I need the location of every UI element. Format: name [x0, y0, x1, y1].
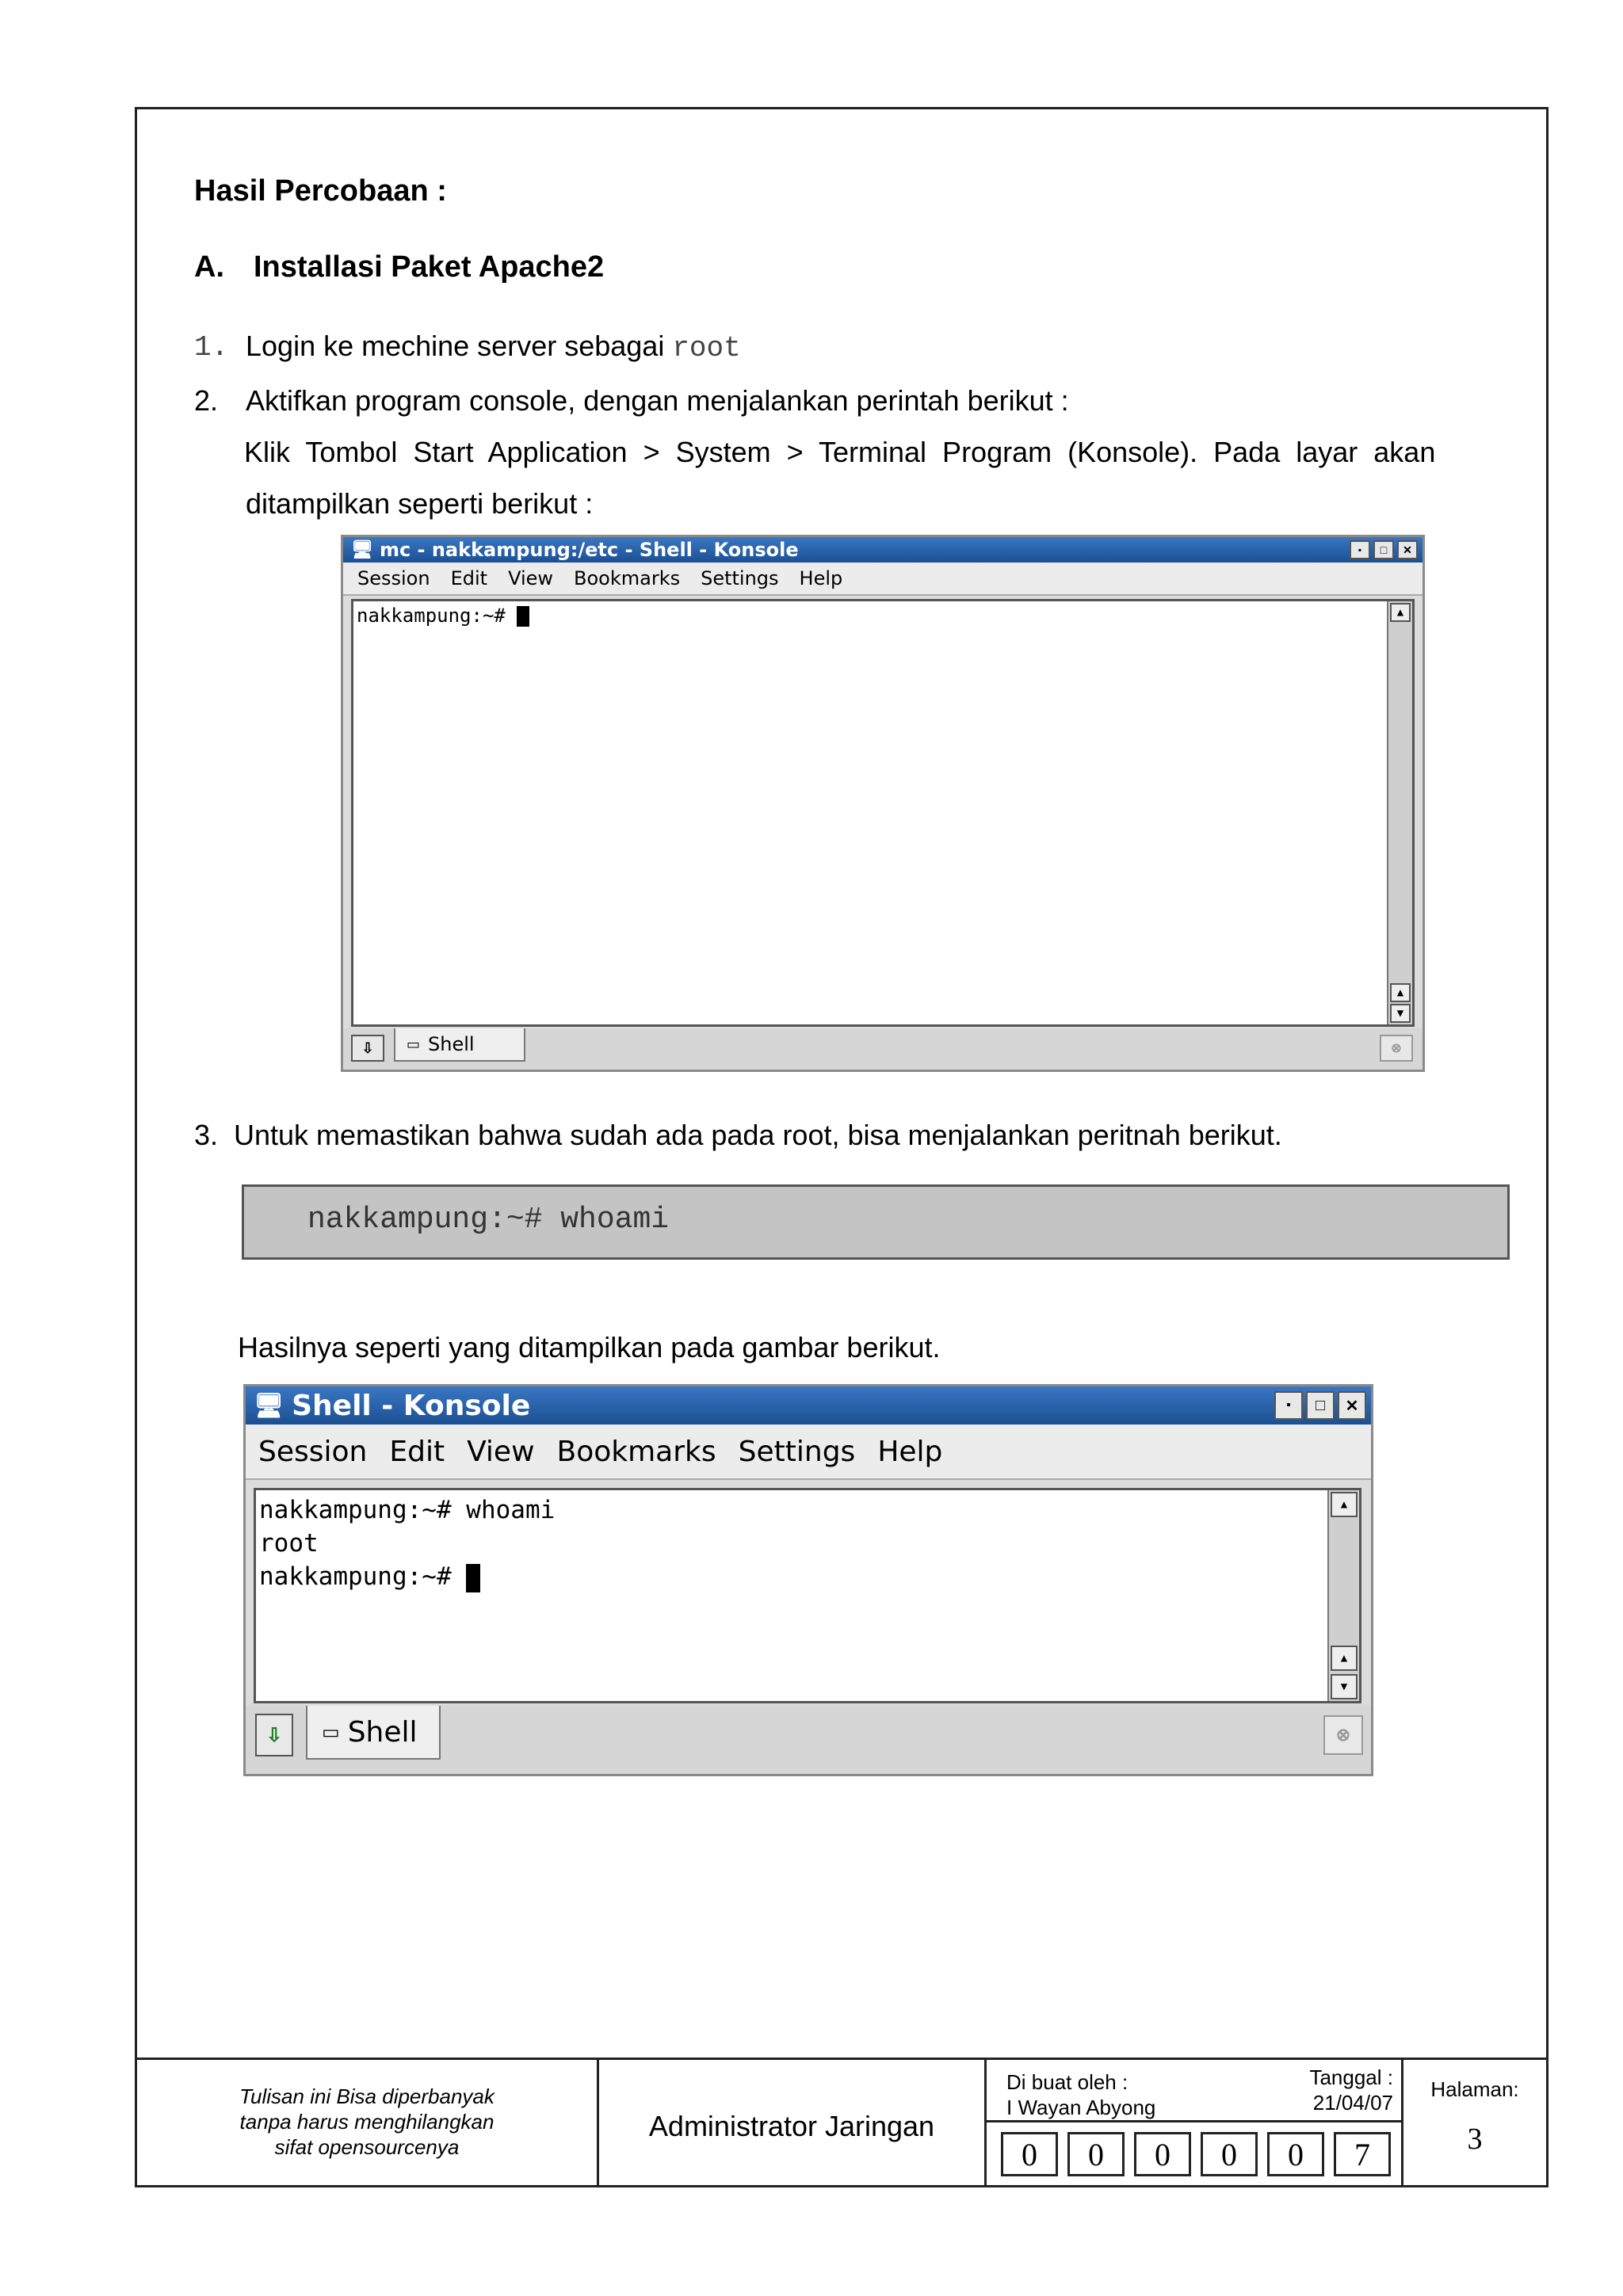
close-button[interactable]: ✕ — [1397, 540, 1418, 559]
window-2-menubar — [246, 1425, 1371, 1480]
date-label: Tanggal : — [1309, 2065, 1393, 2089]
menu-session[interactable]: Session — [357, 567, 430, 589]
window-1-scrollbar[interactable] — [1387, 601, 1412, 1024]
terminal-icon: ▭ — [322, 1721, 340, 1743]
terminal-output — [259, 1493, 555, 1593]
tab-shell-label: Shell — [428, 1033, 475, 1055]
footer-title-cell — [597, 2058, 987, 2187]
terminal-icon: ▭ — [407, 1035, 421, 1053]
step-3-number: 3. — [194, 1119, 219, 1151]
maximize-button[interactable]: □ — [1373, 540, 1394, 559]
doc-digit: 7 — [1334, 2132, 1391, 2176]
maximize-button[interactable]: □ — [1306, 1391, 1335, 1420]
doc-digit: 0 — [1201, 2132, 1258, 2176]
scroll-up-arrow-icon[interactable]: ▲ — [1331, 1492, 1358, 1517]
menu-help[interactable]: Help — [799, 567, 843, 589]
footer-author-cell — [984, 2058, 1403, 2122]
made-by-name: I Wayan Abyong — [1006, 2096, 1156, 2119]
scroll-up-arrow-icon[interactable]: ▲ — [1390, 603, 1411, 622]
konsole-app-icon: 🖥 — [351, 540, 373, 559]
footer-note-cell — [135, 2058, 599, 2187]
new-session-icon[interactable]: ⇩ — [351, 1035, 384, 1062]
minimize-button[interactable]: ▪ — [1350, 540, 1370, 559]
page-number: 3 — [1467, 2122, 1483, 2156]
close-session-icon[interactable]: ⊗ — [1380, 1035, 1413, 1062]
footer-note — [137, 2084, 597, 2160]
menu-settings[interactable]: Settings — [738, 1435, 856, 1468]
footer-note-line: sifat opensourcenya — [274, 2135, 460, 2159]
terminal-line — [357, 605, 529, 627]
step-1-number: 1. — [194, 331, 229, 364]
tab-shell[interactable] — [306, 1706, 441, 1760]
terminal-line: nakkampung:~# whoami — [259, 1496, 556, 1524]
window-1-title: mc - nakkampung:/etc - Shell - Konsole — [379, 539, 799, 561]
doc-digit: 0 — [1134, 2132, 1191, 2176]
window-1-menubar — [343, 563, 1423, 596]
minimize-button[interactable]: ▪ — [1274, 1391, 1303, 1420]
footer-page-cell — [1401, 2058, 1549, 2187]
menu-view[interactable]: View — [467, 1435, 535, 1468]
step-2-detail-line1: Klik Tombol Start Application > System > Terminal Program (Konsole). Pada layar akan — [244, 436, 1436, 468]
footer-date — [1309, 2065, 1393, 2115]
made-by-label: Di buat oleh : — [1006, 2070, 1128, 2094]
new-session-icon[interactable]: ⇩ — [255, 1714, 293, 1756]
text-cursor — [466, 1564, 480, 1592]
window-1-titlebar[interactable] — [343, 537, 1423, 563]
result-caption: Hasilnya seperti yang ditampilkan pada gambar berikut. — [238, 1331, 941, 1363]
step-2-number: 2. — [194, 384, 219, 417]
footer-doc-number-cell — [984, 2120, 1403, 2187]
scroll-up-arrow-icon[interactable]: ▲ — [1390, 983, 1411, 1002]
step-2-detail-line2: ditampilkan seperti berikut : — [246, 487, 594, 520]
menu-bookmarks[interactable]: Bookmarks — [556, 1435, 716, 1468]
tab-shell[interactable] — [394, 1028, 525, 1062]
window-2-tabbar — [246, 1706, 1371, 1774]
menu-bookmarks[interactable]: Bookmarks — [574, 567, 681, 589]
window-1-tabbar — [343, 1028, 1423, 1070]
scroll-down-arrow-icon[interactable]: ▼ — [1390, 1004, 1411, 1023]
step-2-text: Aktifkan program console, dengan menjalankan perintah berikut : — [246, 384, 1069, 417]
close-session-icon[interactable]: ⊗ — [1323, 1715, 1363, 1755]
date-value: 21/04/07 — [1312, 2091, 1393, 2115]
window-2-title: Shell - Konsole — [292, 1389, 531, 1422]
doc-digit: 0 — [1001, 2132, 1058, 2176]
tab-shell-label: Shell — [347, 1715, 418, 1749]
konsole-app-icon: 🖥 — [254, 1392, 285, 1419]
subsection-number: A. — [194, 250, 224, 284]
subsection-title: Installasi Paket Apache2 — [254, 250, 605, 284]
footer-author — [1006, 2069, 1155, 2120]
konsole-window-2 — [243, 1384, 1373, 1776]
step-3-text: Untuk memastikan bahwa sudah ada pada root, bisa menjalankan peritnah berikut. — [234, 1119, 1282, 1151]
terminal-line — [259, 1560, 555, 1593]
footer-note-line: tanpa harus menghilangkan — [239, 2110, 495, 2134]
footer-note-line: Tulisan ini Bisa diperbanyak — [239, 2084, 495, 2108]
scroll-down-arrow-icon[interactable]: ▼ — [1331, 1674, 1358, 1699]
window-2-scrollbar[interactable] — [1327, 1490, 1359, 1701]
menu-view[interactable]: View — [508, 567, 554, 589]
window-1-terminal[interactable] — [351, 599, 1415, 1027]
doc-digit: 0 — [1267, 2132, 1324, 2176]
command-box — [242, 1184, 1510, 1260]
window-2-titlebar[interactable] — [246, 1386, 1371, 1425]
scroll-up-arrow-icon[interactable]: ▲ — [1331, 1646, 1358, 1671]
konsole-window-1 — [341, 535, 1425, 1072]
step-1-text — [246, 330, 741, 364]
page-label: Halaman: — [1430, 2077, 1519, 2101]
close-button[interactable]: ✕ — [1338, 1391, 1366, 1420]
prompt-text: nakkampung:~# — [357, 605, 506, 627]
terminal-line: root — [259, 1529, 319, 1558]
menu-settings[interactable]: Settings — [701, 567, 779, 589]
menu-edit[interactable]: Edit — [450, 567, 488, 589]
footer-center-title: Administrator Jaringan — [648, 2110, 935, 2142]
step-1-code: root — [672, 332, 741, 364]
menu-edit[interactable]: Edit — [389, 1435, 445, 1468]
text-cursor — [517, 606, 529, 627]
command-text: nakkampung:~# whoami — [307, 1203, 670, 1237]
step-1-label: Login ke mechine server sebagai — [246, 330, 665, 362]
menu-help[interactable]: Help — [877, 1435, 943, 1468]
menu-session[interactable]: Session — [258, 1435, 368, 1468]
prompt-text: nakkampung:~# — [259, 1562, 452, 1591]
window-2-terminal[interactable] — [254, 1488, 1361, 1703]
section-title: Hasil Percobaan : — [194, 174, 447, 208]
doc-digit: 0 — [1067, 2132, 1125, 2176]
